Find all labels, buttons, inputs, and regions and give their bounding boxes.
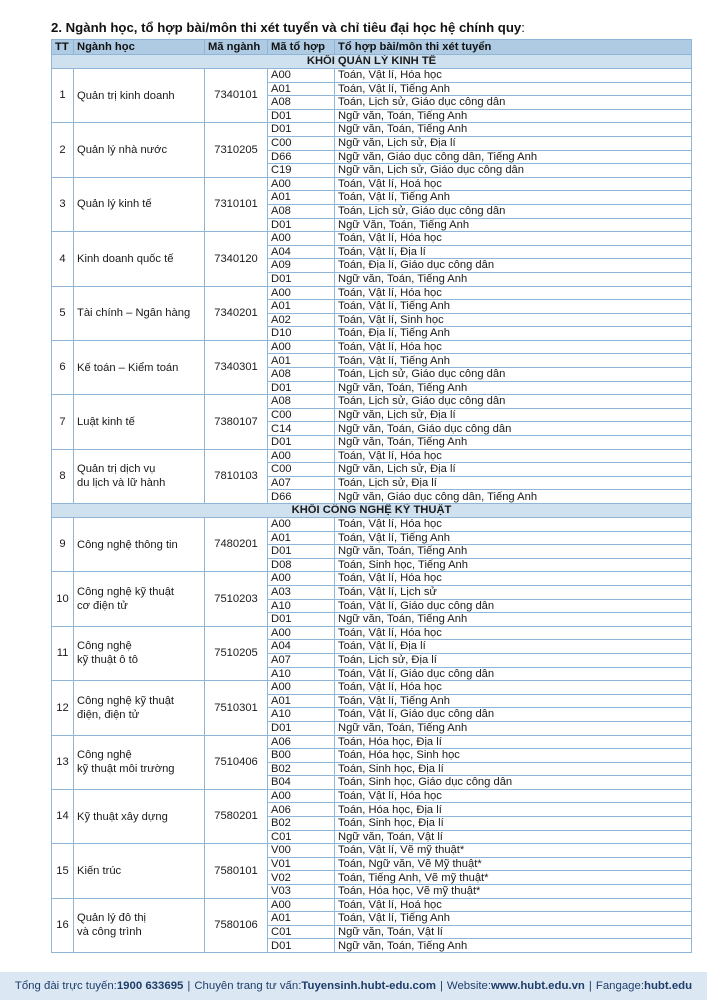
combo-subjects: Toán, Vật lí, Tiếng Anh (335, 82, 692, 96)
footer-hotline-label: Tổng đài trực tuyến: (14, 980, 117, 992)
combo-code: A08 (268, 368, 335, 382)
major-code: 7480201 (205, 518, 268, 572)
major-name-line: Công nghệ (77, 749, 132, 762)
combo-code: A00 (268, 898, 335, 912)
combo-subjects: Toán, Vật lí, Hóa học (335, 232, 692, 246)
major-number: 11 (52, 626, 74, 680)
combo-code: D01 (268, 436, 335, 450)
major-number: 1 (52, 69, 74, 123)
combo-subjects: Ngữ văn, Toán, Tiếng Anh (335, 939, 692, 953)
combo-code: V00 (268, 844, 335, 858)
section-header-row (52, 55, 692, 69)
header-tt: TT (52, 40, 74, 55)
table-row (52, 898, 692, 912)
combo-subjects: Ngữ văn, Toán, Tiếng Anh (335, 545, 692, 559)
major-code: 7510406 (205, 735, 268, 789)
footer-hotline: 1900 633695 (116, 980, 184, 992)
combo-code: V02 (268, 871, 335, 885)
combo-code: D10 (268, 327, 335, 341)
combo-subjects: Toán, Lịch sử, Giáo dục công dân (335, 96, 692, 110)
major-name (74, 681, 205, 735)
major-name-line: Kế toán – Kiểm toán (77, 361, 179, 374)
major-name-line: Kinh doanh quốc tế (77, 252, 174, 265)
combo-code: A00 (268, 518, 335, 532)
combo-subjects: Ngữ văn, Lịch sử, Địa lí (335, 136, 692, 150)
combo-code: A00 (268, 286, 335, 300)
combo-subjects: Toán, Vật lí, Giáo dục công dân (335, 599, 692, 613)
combo-subjects: Toán, Lịch sử, Giáo dục công dân (335, 395, 692, 409)
major-number: 7 (52, 395, 74, 449)
major-name (74, 177, 205, 231)
combo-subjects: Toán, Hóa học, Sinh học (335, 749, 692, 763)
combo-subjects: Toán, Vật lí, Tiếng Anh (335, 191, 692, 205)
combo-code: C00 (268, 136, 335, 150)
table-row (52, 123, 692, 137)
combo-subjects: Toán, Vật lí, Hoá học (335, 177, 692, 191)
combo-code: A00 (268, 681, 335, 695)
header-major: Ngành học (74, 40, 205, 55)
combo-code: C00 (268, 463, 335, 477)
combo-subjects: Ngữ văn, Toán, Tiếng Anh (335, 613, 692, 627)
combo-code: D01 (268, 545, 335, 559)
combo-code: A00 (268, 232, 335, 246)
combo-subjects: Ngữ Văn, Toán, Tiếng Anh (335, 218, 692, 232)
major-name (74, 735, 205, 789)
major-name-line: Quản lý nhà nước (77, 144, 168, 157)
combo-subjects: Toán, Vật lí, Tiếng Anh (335, 354, 692, 368)
major-name-line: Tài chính – Ngân hàng (77, 307, 191, 320)
table-row (52, 681, 692, 695)
footer-website-label: Website: (446, 980, 492, 992)
combo-subjects: Toán, Lịch sử, Địa lí (335, 476, 692, 490)
combo-code: A07 (268, 653, 335, 667)
major-code: 7510301 (205, 681, 268, 735)
combo-code: A00 (268, 626, 335, 640)
combo-subjects: Ngữ văn, Giáo dục công dân, Tiếng Anh (335, 150, 692, 164)
major-code: 7340120 (205, 232, 268, 286)
major-number: 2 (52, 123, 74, 177)
combo-subjects: Toán, Vật lí, Địa lí (335, 640, 692, 654)
combo-subjects: Ngữ văn, Toán, Tiếng Anh (335, 123, 692, 137)
combo-code: A00 (268, 177, 335, 191)
major-name (74, 789, 205, 843)
combo-code: B02 (268, 762, 335, 776)
combo-subjects: Ngữ văn, Toán, Vật lí (335, 925, 692, 939)
combo-subjects: Toán, Vật lí, Địa lí (335, 245, 692, 259)
combo-code: A01 (268, 912, 335, 926)
table-row (52, 69, 692, 83)
table-row (52, 626, 692, 640)
major-number: 13 (52, 735, 74, 789)
combo-subjects: Toán, Lịch sử, Giáo dục công dân (335, 204, 692, 218)
combo-subjects: Ngữ văn, Toán, Tiếng Anh (335, 436, 692, 450)
major-code: 7580106 (205, 898, 268, 952)
combo-subjects: Toán, Vật lí, Vẽ mỹ thuật* (335, 844, 692, 858)
major-name-line: Công nghệ kỹ thuật (77, 694, 175, 707)
combo-subjects: Toán, Địa lí, Tiếng Anh (335, 327, 692, 341)
major-code: 7810103 (205, 449, 268, 503)
page-title (51, 20, 691, 35)
major-name-line: Công nghệ thông tin (77, 538, 178, 551)
footer-portal-link[interactable]: Tuyensinh.hubt-edu.com (301, 980, 436, 992)
page-title-text: 2. Ngành học, tổ hợp bài/môn thi xét tuyển và chỉ tiêu đại học hệ chính quy (51, 20, 522, 35)
major-name (74, 844, 205, 898)
combo-subjects: Ngữ văn, Toán, Tiếng Anh (335, 109, 692, 123)
combo-code: A01 (268, 694, 335, 708)
combo-code: C00 (268, 408, 335, 422)
combo-code: A00 (268, 69, 335, 83)
combo-subjects: Toán, Vật lí, Hoá học (335, 898, 692, 912)
combo-code: A09 (268, 259, 335, 273)
table-row (52, 844, 692, 858)
section-title: KHỐI CÔNG NGHỆ KỸ THUẬT (52, 504, 692, 518)
table-row (52, 572, 692, 586)
combo-subjects: Toán, Vật lí, Hóa học (335, 626, 692, 640)
table-row (52, 735, 692, 749)
combo-subjects: Toán, Hóa học, Địa lí (335, 803, 692, 817)
major-name-line: Quản lý kinh tế (77, 198, 152, 211)
major-name (74, 232, 205, 286)
combo-subjects: Toán, Tiếng Anh, Vẽ mỹ thuật* (335, 871, 692, 885)
table-row (52, 286, 692, 300)
major-number: 16 (52, 898, 74, 952)
combo-subjects: Toán, Hóa học, Địa lí (335, 735, 692, 749)
major-code: 7510205 (205, 626, 268, 680)
major-code: 7310205 (205, 123, 268, 177)
combo-code: A08 (268, 395, 335, 409)
combo-code: A04 (268, 640, 335, 654)
table-row (52, 340, 692, 354)
header-combo-code: Mã tổ hợp (268, 40, 335, 55)
combo-subjects: Toán, Địa lí, Giáo dục công dân (335, 259, 692, 273)
table-row (52, 395, 692, 409)
combo-subjects: Toán, Sinh học, Tiếng Anh (335, 558, 692, 572)
major-name-line: Quản lý đô thị (77, 912, 147, 925)
major-code: 7310101 (205, 177, 268, 231)
combo-code: A00 (268, 789, 335, 803)
combo-code: C01 (268, 830, 335, 844)
combo-subjects: Toán, Vật lí, Sinh học (335, 313, 692, 327)
footer-fanpage-link[interactable]: hubt.edu (644, 980, 693, 992)
combo-subjects: Toán, Vật lí, Hóa học (335, 789, 692, 803)
combo-code: A01 (268, 82, 335, 96)
major-name-line: Kỹ thuật xây dựng (77, 810, 168, 823)
combo-subjects: Ngữ văn, Toán, Vật lí (335, 830, 692, 844)
major-number: 15 (52, 844, 74, 898)
combo-code: A06 (268, 803, 335, 817)
footer-website-link[interactable]: www.hubt.edu.vn (491, 980, 585, 992)
major-number: 10 (52, 572, 74, 626)
combo-subjects: Toán, Vật lí, Tiếng Anh (335, 912, 692, 926)
major-code: 7340101 (205, 69, 268, 123)
combo-code: A06 (268, 735, 335, 749)
table-row (52, 518, 692, 532)
table-header-row (52, 40, 692, 55)
combo-subjects: Toán, Sinh học, Địa lí (335, 817, 692, 831)
combo-code: D01 (268, 218, 335, 232)
combo-code: A00 (268, 449, 335, 463)
combo-subjects: Toán, Sinh học, Địa lí (335, 762, 692, 776)
major-code: 7340201 (205, 286, 268, 340)
footer-bar (0, 972, 707, 1000)
combo-code: D01 (268, 381, 335, 395)
major-name-line: du lịch và lữ hành (77, 477, 166, 490)
major-name-line: Kiến trúc (77, 864, 122, 877)
combo-subjects: Toán, Ngữ văn, Vẽ Mỹ thuật* (335, 857, 692, 871)
major-code: 7340301 (205, 340, 268, 394)
combo-subjects: Ngữ văn, Toán, Tiếng Anh (335, 721, 692, 735)
combo-subjects: Ngữ văn, Giáo dục công dân, Tiếng Anh (335, 490, 692, 504)
header-major-code: Mã ngành (205, 40, 268, 55)
combo-subjects: Toán, Vật lí, Hóa học (335, 518, 692, 532)
major-code: 7580201 (205, 789, 268, 843)
combo-code: D01 (268, 109, 335, 123)
major-name (74, 286, 205, 340)
major-number: 3 (52, 177, 74, 231)
combo-code: A10 (268, 708, 335, 722)
table-row (52, 232, 692, 246)
major-name (74, 449, 205, 503)
major-name-line: và công trình (77, 926, 142, 939)
table-row (52, 177, 692, 191)
combo-code: B04 (268, 776, 335, 790)
major-code: 7510203 (205, 572, 268, 626)
major-number: 14 (52, 789, 74, 843)
combo-code: D01 (268, 613, 335, 627)
footer-fanpage-label: Fangage: (595, 980, 645, 992)
section-header-row (52, 504, 692, 518)
major-number: 5 (52, 286, 74, 340)
combo-code: A01 (268, 531, 335, 545)
major-number: 8 (52, 449, 74, 503)
major-number: 12 (52, 681, 74, 735)
major-name (74, 123, 205, 177)
combo-code: A10 (268, 599, 335, 613)
combo-code: A10 (268, 667, 335, 681)
combo-code: A01 (268, 354, 335, 368)
combo-subjects: Toán, Hóa học, Vẽ mỹ thuật* (335, 885, 692, 899)
major-name (74, 395, 205, 449)
combo-code: D01 (268, 939, 335, 953)
combo-subjects: Toán, Vật lí, Lịch sử (335, 585, 692, 599)
major-name-line: Luật kinh tế (77, 415, 135, 428)
table-body (52, 55, 692, 953)
section-title: KHỐI QUẢN LÝ KINH TẾ (52, 55, 692, 69)
combo-subjects: Toán, Vật lí, Hóa học (335, 69, 692, 83)
footer-portal-label: Chuyên trang tư vấn: (194, 980, 302, 992)
combo-code: C01 (268, 925, 335, 939)
major-name-line: Quản trị kinh doanh (77, 89, 175, 102)
combo-code: A00 (268, 340, 335, 354)
footer-separator: | (588, 980, 592, 992)
combo-code: D01 (268, 272, 335, 286)
combo-code: A08 (268, 96, 335, 110)
combo-code: C14 (268, 422, 335, 436)
combo-subjects: Toán, Vật lí, Hóa học (335, 286, 692, 300)
major-name-line: kỹ thuật môi trường (77, 763, 175, 776)
major-code: 7580101 (205, 844, 268, 898)
major-name-line: điện, điện tử (77, 708, 140, 721)
combo-code: B00 (268, 749, 335, 763)
combo-subjects: Toán, Vật lí, Giáo dục công dân (335, 667, 692, 681)
combo-subjects: Toán, Vật lí, Hóa học (335, 681, 692, 695)
combo-code: A07 (268, 476, 335, 490)
combo-subjects: Toán, Lịch sử, Giáo dục công dân (335, 368, 692, 382)
footer-separator: | (439, 980, 443, 992)
combo-subjects: Toán, Vật lí, Giáo dục công dân (335, 708, 692, 722)
combo-subjects: Ngữ văn, Toán, Giáo dục công dân (335, 422, 692, 436)
combo-code: B02 (268, 817, 335, 831)
combo-code: A01 (268, 300, 335, 314)
combo-code: V03 (268, 885, 335, 899)
combo-code: D01 (268, 123, 335, 137)
major-number: 4 (52, 232, 74, 286)
combo-subjects: Toán, Vật lí, Hóa học (335, 572, 692, 586)
combo-code: V01 (268, 857, 335, 871)
major-name-line: kỹ thuật ô tô (77, 654, 138, 667)
combo-subjects: Toán, Vật lí, Tiếng Anh (335, 531, 692, 545)
combo-subjects: Toán, Lịch sử, Địa lí (335, 653, 692, 667)
combo-subjects: Ngữ văn, Lịch sử, Địa lí (335, 463, 692, 477)
major-number: 6 (52, 340, 74, 394)
combo-subjects: Ngữ văn, Lịch sử, Giáo dục công dân (335, 164, 692, 178)
major-name (74, 69, 205, 123)
combo-code: D66 (268, 490, 335, 504)
combo-code: A04 (268, 245, 335, 259)
combo-code: A02 (268, 313, 335, 327)
major-name (74, 626, 205, 680)
combo-code: D01 (268, 721, 335, 735)
combo-subjects: Ngữ văn, Lịch sử, Địa lí (335, 408, 692, 422)
major-name (74, 572, 205, 626)
combo-code: C19 (268, 164, 335, 178)
combo-subjects: Toán, Sinh học, Giáo dục công dân (335, 776, 692, 790)
major-name-line: cơ điện tử (77, 600, 128, 613)
combo-subjects: Ngữ văn, Toán, Tiếng Anh (335, 272, 692, 286)
major-name-line: Quản trị dịch vụ (77, 463, 156, 476)
combo-subjects: Toán, Vật lí, Hóa học (335, 340, 692, 354)
footer-separator: | (187, 980, 191, 992)
combo-code: A01 (268, 191, 335, 205)
major-name-line: Công nghệ kỹ thuật (77, 586, 175, 599)
page-title-colon: : (521, 20, 525, 35)
major-name (74, 340, 205, 394)
header-combo-subjects: Tổ hợp bài/môn thi xét tuyển (335, 40, 692, 55)
combo-code: A00 (268, 572, 335, 586)
combo-subjects: Toán, Vật lí, Tiếng Anh (335, 694, 692, 708)
combo-code: A08 (268, 204, 335, 218)
combo-code: D08 (268, 558, 335, 572)
major-name (74, 518, 205, 572)
major-name (74, 898, 205, 952)
major-code: 7380107 (205, 395, 268, 449)
combo-subjects: Ngữ văn, Toán, Tiếng Anh (335, 381, 692, 395)
major-number: 9 (52, 518, 74, 572)
table-row (52, 449, 692, 463)
combo-subjects: Toán, Vật lí, Hóa học (335, 449, 692, 463)
combo-code: A03 (268, 585, 335, 599)
major-name-line: Công nghệ (77, 640, 132, 653)
admission-table (51, 39, 692, 953)
combo-code: D66 (268, 150, 335, 164)
combo-subjects: Toán, Vật lí, Tiếng Anh (335, 300, 692, 314)
table-row (52, 789, 692, 803)
